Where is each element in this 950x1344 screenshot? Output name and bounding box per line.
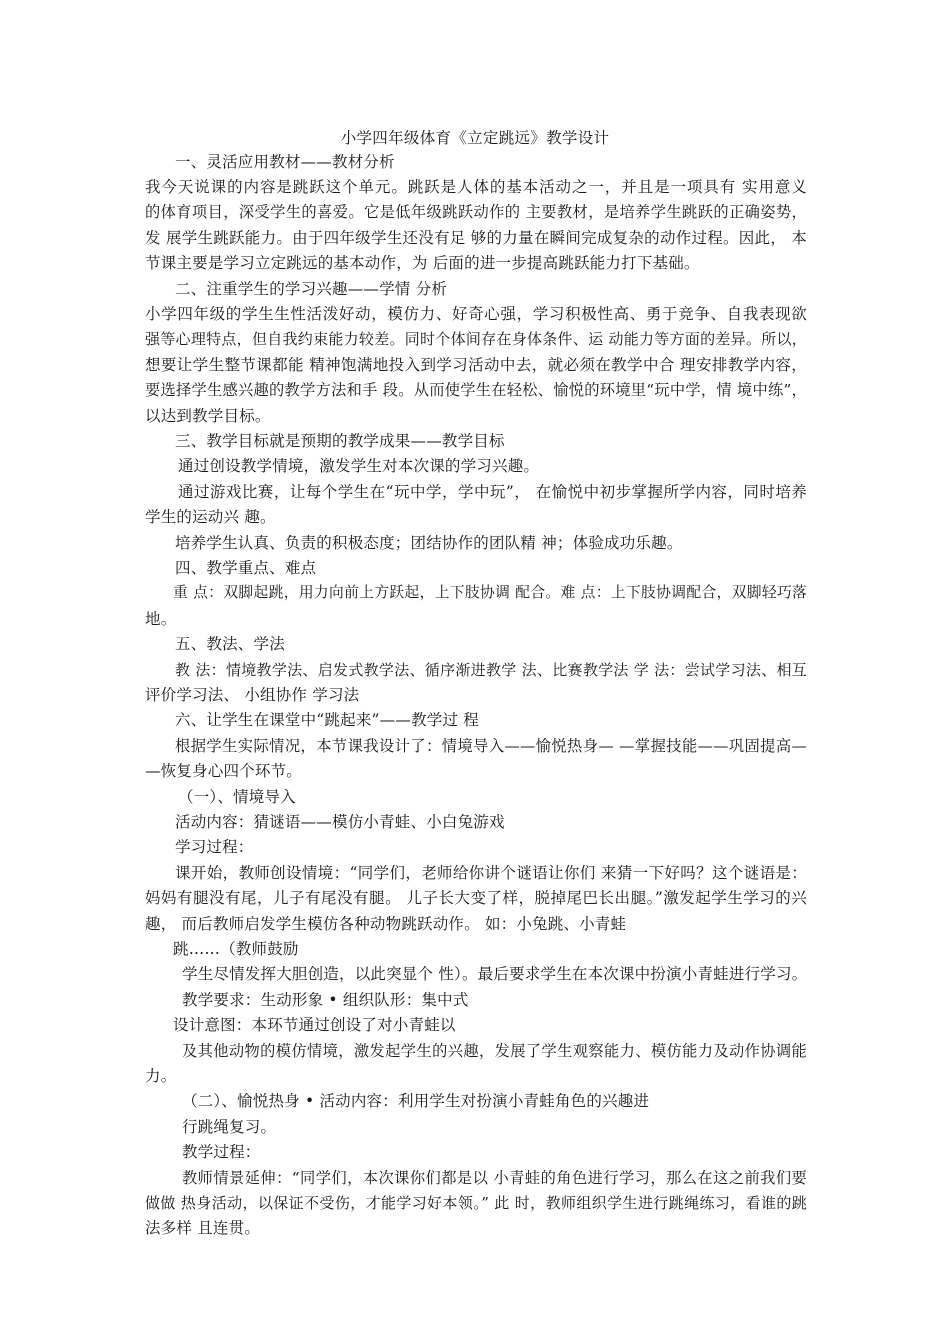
paragraph-line: 做做 热身活动，以保证不受伤，才能学习好本领。” 此 时，教师组织学生进行跳绳练习，看谁的跳 — [145, 1194, 807, 1212]
paragraph-line: 教学过程： — [182, 1143, 261, 1161]
paragraph-line: 力。 — [145, 1067, 177, 1085]
paragraph-line: 节课主要是学习立定跳远的基本动作，为 后面的进一步提高跳跃能力打下基础。 — [145, 254, 700, 272]
paragraph-line: 以达到教学目标。 — [145, 407, 271, 425]
paragraph-line: 课开始，教师创设情境：“同学们，老师给你讲个谜语让你们 来猜一下好吗？这个谜语是： — [175, 864, 807, 882]
paragraph-line: 及其他动物的模仿情境，激发起学生的兴趣，发展了学生观察能力、模仿能力及动作协调能 — [182, 1042, 807, 1060]
paragraph-line: 要选择学生感兴趣的教学方法和手 段。从而使学生在轻松、愉悦的环境里“玩中学，情 境中练”， — [145, 381, 807, 399]
paragraph-line: 趣， 而后教师启发学生模仿各种动物跳跃动作。 如：小兔跳、小青蛙 — [145, 915, 627, 933]
paragraph-line: 小学四年级的学生生性活泼好动，模仿力、好奇心强，学习积极性高、勇于竞争、自我表现欲 — [145, 305, 807, 323]
section-heading-6: 六、让学生在课堂中“跳起来”——教学过 程 — [175, 711, 479, 729]
section-heading-2: 二、注重学生的学习兴趣——学情 分析 — [175, 280, 448, 298]
paragraph-line: 想要让学生整节课都能 精神饱满地投入到学习活动中去，就必须在教学中合 理安排教学内容， — [145, 356, 807, 374]
paragraph-line: 教师情景延伸：“同学们，本次课你们都是以 小青蛙的角色进行学习，那么在这之前我们要 — [182, 1169, 807, 1187]
paragraph-line: 评价学习法、 小组协作 学习法 — [145, 686, 360, 704]
paragraph-line: 的体育项目，深受学生的喜爱。它是低年级跳跃动作的 主要教材，是培养学生跳跃的正确姿势， — [145, 203, 807, 221]
paragraph-line: 我今天说课的内容是跳跃这个单元。跳跃是人体的基本活动之一，并且是一项具有 实用意义 — [145, 178, 807, 196]
paragraph-line: 学生的运动兴 趣。 — [145, 508, 276, 526]
paragraph-line: 设计意图：本环节通过创设了对小青蛙以 — [173, 1016, 456, 1034]
paragraph-line: 强等心理特点，但自我约束能力较差。同时个体间存在身体条件、运 动能力等方面的差异。所以， — [145, 330, 807, 348]
document-title: 小学四年级体育《立定跳远》教学设计 — [340, 129, 610, 147]
section-heading-1: 一、灵活应用教材——教材分析 — [175, 153, 395, 171]
paragraph-line: 法多样 且连贯。 — [145, 1219, 261, 1237]
subsection-heading-2: （二）、愉悦热身 • 活动内容：利用学生对扮演小青蛙角色的兴趣进 — [182, 1092, 650, 1110]
paragraph-line: 根据学生实际情况，本节课我设计了：情境导入——愉悦热身— —掌握技能——巩固提高— — [175, 737, 807, 755]
section-heading-5: 五、教法、学法 — [175, 635, 285, 653]
paragraph-line: 发 展学生跳跃能力。由于四年级学生还没有足 够的力量在瞬间完成复杂的动作过程。因此， 本 — [145, 229, 807, 247]
paragraph-line: 重 点：双脚起跳，用力向前上方跃起，上下肢协调 配合。难 点：上下肢协调配合，双脚轻巧落 — [173, 584, 807, 601]
paragraph-line: 通过创设教学情境，激发学生对本次课的学习兴趣。 — [178, 457, 540, 475]
paragraph-line: 培养学生认真、负责的积极态度；团结协作的团队精 神；体验成功乐趣。 — [175, 534, 683, 552]
paragraph-line: 活动内容：猜谜语——模仿小青蛙、小白兔游戏 — [175, 813, 505, 831]
paragraph-line: 行跳绳复习。 — [182, 1118, 277, 1136]
paragraph-line: 妈妈有腿没有尾，儿子有尾没有腿。 儿子长大变了样，脱掉尾巴长出腿。”激发起学生学习的兴 — [145, 889, 807, 907]
subsection-heading-1: （一）、情境导入 — [178, 788, 296, 806]
paragraph-line: —恢复身心四个环节。 — [145, 762, 303, 780]
section-heading-3: 三、教学目标就是预期的教学成果——教学目标 — [175, 432, 505, 450]
paragraph-line: 通过游戏比赛，让每个学生在“玩中学，学中玩”， 在愉悦中初步掌握所学内容，同时培养 — [178, 483, 807, 501]
section-heading-4: 四、教学重点、难点 — [175, 559, 317, 577]
paragraph-line: 学习过程： — [175, 838, 254, 856]
paragraph-line: 教学要求：生动形象 • 组织队形：集中式 — [182, 991, 469, 1009]
paragraph-line: 学生尽情发挥大胆创造，以此突显个 性）。最后要求学生在本次课中扮演小青蛙进行学习。 — [182, 965, 808, 983]
paragraph-line: 地。 — [145, 610, 177, 628]
paragraph-line: 跳……（教师鼓励 — [173, 940, 299, 958]
paragraph-line: 教 法：情境教学法、启发式教学法、循序渐进教学 法、比赛教学法 学 法：尝试学习法、相互 — [175, 661, 807, 679]
